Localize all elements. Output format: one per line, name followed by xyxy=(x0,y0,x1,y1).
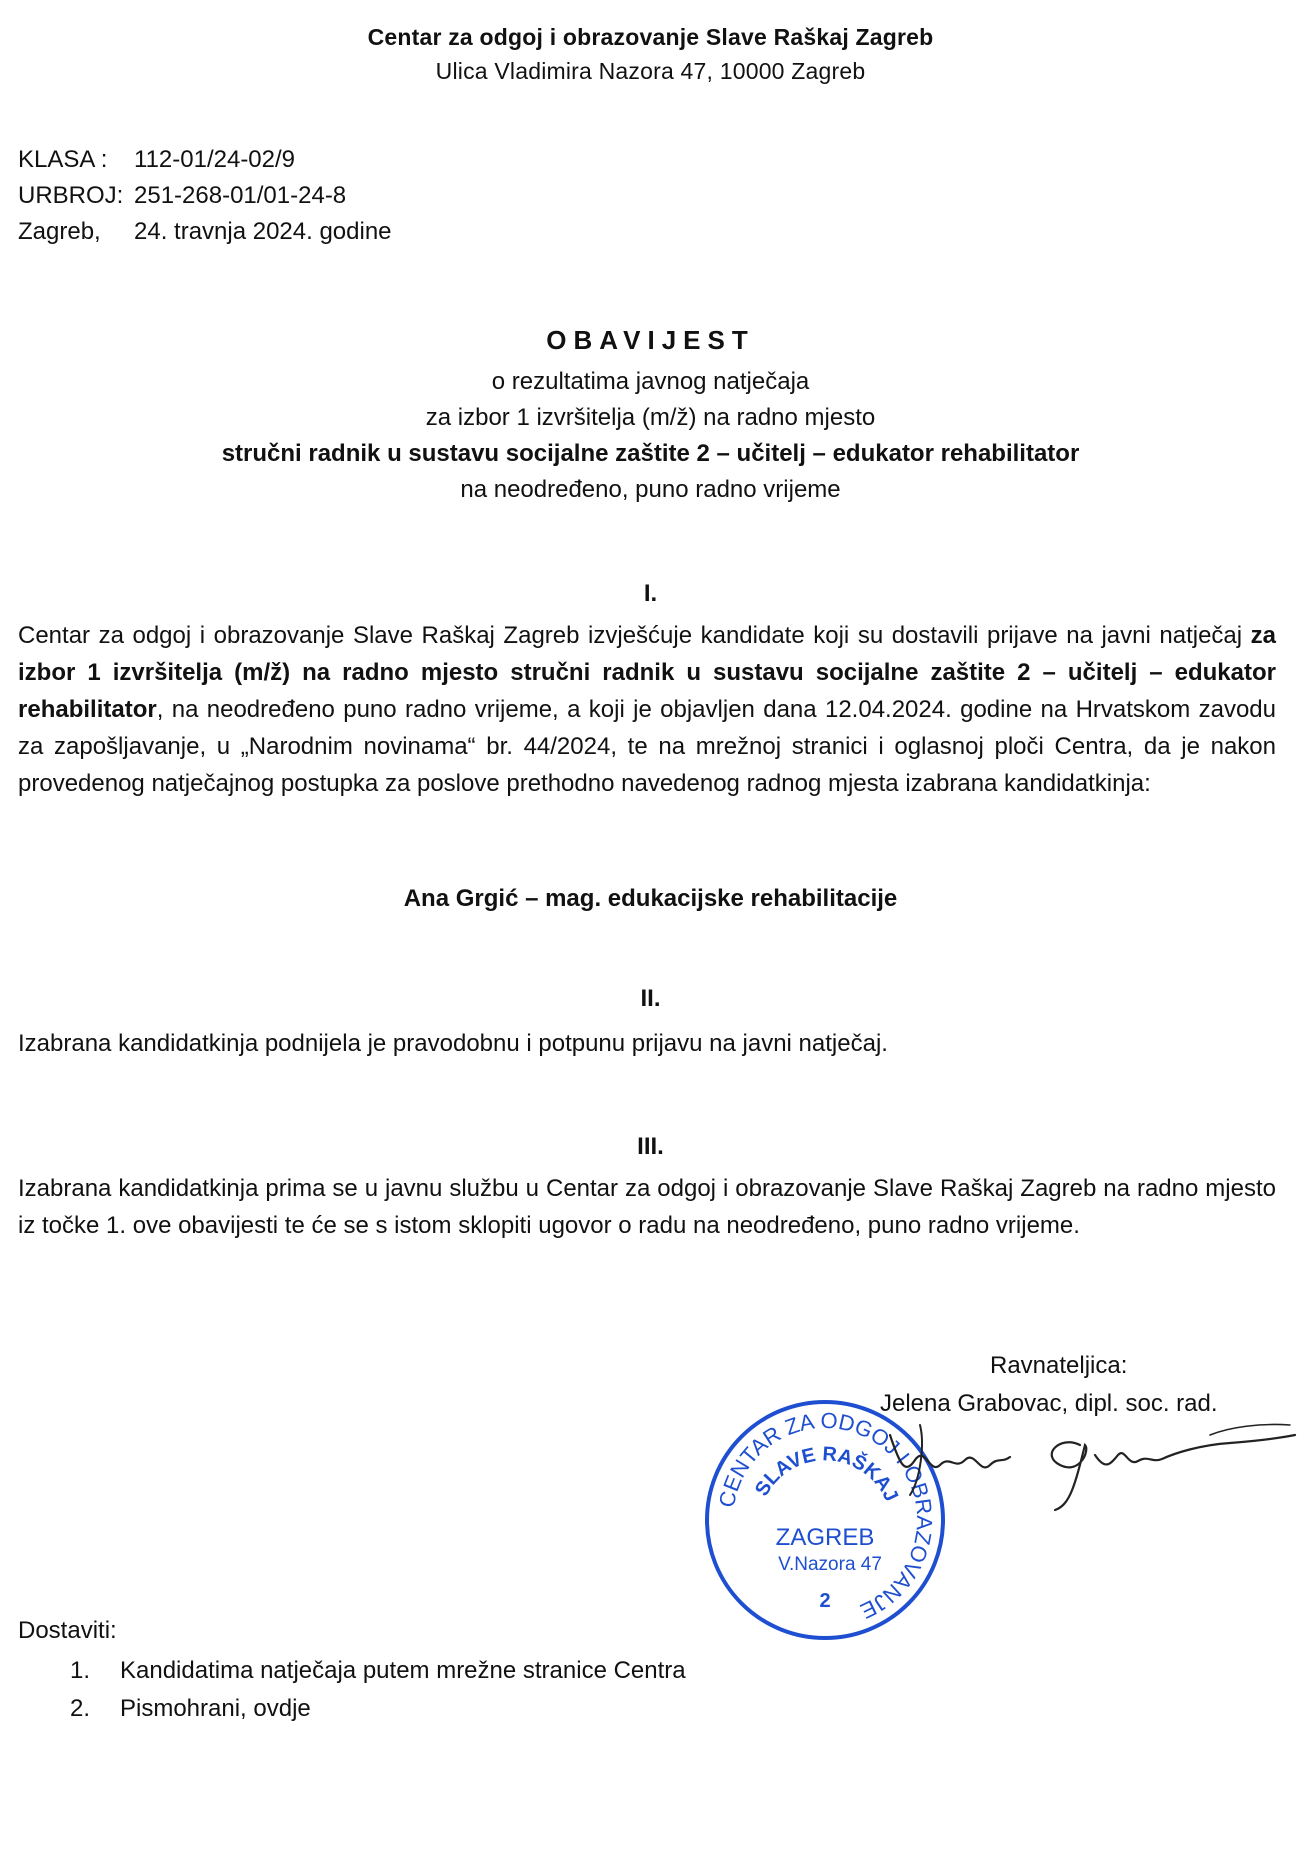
list-item-number: 2. xyxy=(70,1695,91,1722)
institution-name: Centar za odgoj i obrazovanje Slave Raškaj Zagreb xyxy=(367,24,934,50)
klasa-value: 112-01/24-02/9 xyxy=(134,146,296,173)
signature-name: Jelena Grabovac, dipl. soc. rad. xyxy=(880,1390,1218,1417)
title-line-2: za izbor 1 izvršitelja (m/ž) na radno mjesto xyxy=(425,404,876,431)
urbroj-label: URBROJ: xyxy=(18,182,124,209)
section-1-text-bold: za izbor 1 izvršitelja (m/ž) na radno mjesto stručni radnik u sustavu socijalne zaštite 2 – učitelj – edukator rehabilitator xyxy=(18,622,1276,723)
stamp-city: ZAGREB xyxy=(775,1524,875,1551)
section-1-text-c: , na neodređeno puno radno vrijeme, a koji je objavljen dana 12.04.2024. godine na Hrvatskom zavodu za zapošljavanje, u „Narodnim novinama“ br. 44/2024, te na mrežnoj stranici i oglasnoj ploči Centra, da je nakon provedenog natječajnog postupka za poslove prethodno navedenog radnog mjesta izabrana kandidatkinja: xyxy=(18,696,1276,797)
date-row xyxy=(18,214,392,250)
stamp-street: V.Nazora 47 xyxy=(778,1554,882,1575)
title-line-3: stručni radnik u sustavu socijalne zaštite 2 – učitelj – edukator rehabilitator xyxy=(221,440,1080,467)
document-title: OBAVIJEST xyxy=(546,325,755,355)
section-1-text-a: Centar za odgoj i obrazovanje Slave Raškaj Zagreb izvješćuje kandidate koji su dostavili prijave na javni natječaj xyxy=(18,622,1251,649)
title-line-4: na neodređeno, puno radno vrijeme xyxy=(460,476,841,503)
klasa-label: KLASA : xyxy=(18,146,108,173)
section-2-paragraph: Izabrana kandidatkinja podnijela je pravodobnu i potpunu prijavu na javni natječaj. xyxy=(18,1030,888,1057)
list-item xyxy=(70,1652,686,1690)
section-1-paragraph xyxy=(18,617,1276,802)
klasa-row xyxy=(18,142,392,178)
stamp-ring-text: CENTAR ZA ODGOJ I OBRAZOVANJE xyxy=(713,1407,938,1624)
urbroj-row xyxy=(18,178,392,214)
section-3-paragraph: Izabrana kandidatkinja prima se u javnu službu u Centar za odgoj i obrazovanje Slave Raškaj Zagreb na radno mjesto iz točke 1. ove obavijesti te će se s istom sklopiti ugovor o radu na neodređeno, puno radno vrijeme. xyxy=(18,1175,1276,1239)
stamp-inner-text: SLAVE RAŠKAJ xyxy=(750,1443,903,1505)
date-value: 24. travnja 2024. godine xyxy=(134,218,392,245)
list-item xyxy=(70,1690,686,1728)
signature-role: Ravnateljica: xyxy=(990,1352,1128,1379)
list-item-text: Pismohrani, ovdje xyxy=(120,1695,311,1722)
stamp-number: 2 xyxy=(819,1590,831,1612)
document-reference-block xyxy=(18,142,392,250)
title-line-1: o rezultatima javnog natječaja xyxy=(491,368,810,395)
institution-address: Ulica Vladimira Nazora 47, 10000 Zagreb xyxy=(435,58,866,84)
list-item-number: 1. xyxy=(70,1657,91,1684)
distribution-list xyxy=(70,1652,686,1728)
urbroj-value: 251-268-01/01-24-8 xyxy=(134,182,347,209)
section-1-heading: I. xyxy=(643,580,658,607)
handwritten-signature xyxy=(870,1405,1300,1515)
distribution-label: Dostaviti: xyxy=(18,1617,117,1644)
selected-candidate: Ana Grgić – mag. edukacijske rehabilitacije xyxy=(403,885,898,912)
place-label: Zagreb, xyxy=(18,218,101,245)
section-2-heading: II. xyxy=(640,985,661,1012)
list-item-text: Kandidatima natječaja putem mrežne stranice Centra xyxy=(120,1657,686,1684)
section-3-heading: III. xyxy=(637,1133,664,1160)
